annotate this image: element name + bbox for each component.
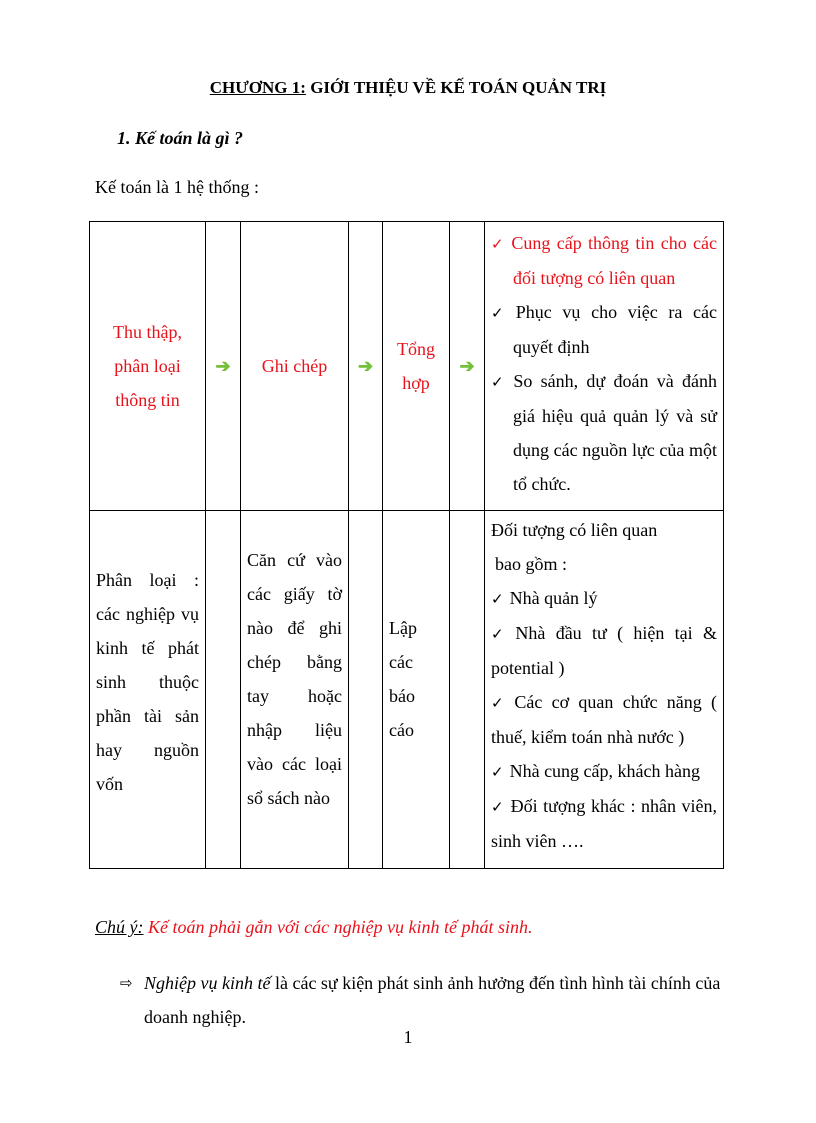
- arrow-icon: ➔: [450, 222, 485, 511]
- chapter-title: [0, 78, 816, 98]
- cell-line: Lập: [389, 618, 417, 638]
- report-lines: [383, 511, 449, 747]
- purpose-item: ✓ So sánh, dự đoán và đánh giá hiệu quả quản lý và sử dụng các nguồn lực của một tổ chức.: [491, 364, 717, 501]
- stakeholders-block: [485, 511, 723, 858]
- stakeholder-item: ✓ Nhà cung cấp, khách hàng: [491, 754, 717, 789]
- cell-record: Ghi chép: [241, 222, 349, 511]
- cell-classify: [90, 511, 206, 869]
- stakeholders-list: [491, 581, 717, 858]
- chapter-title-text: GIỚI THIỆU VỀ KẾ TOÁN QUẢN TRỊ: [305, 78, 607, 97]
- cell-line: báo: [389, 686, 415, 706]
- stakeholder-item: ✓ Các cơ quan chức năng ( thuế, kiểm toán nhà nước ): [491, 685, 717, 754]
- accounting-process-table: [89, 221, 724, 869]
- arrow-icon: ➔: [349, 222, 383, 511]
- cell-summary: [383, 222, 450, 511]
- note-label: Chú ý:: [95, 917, 144, 937]
- empty-cell: [206, 511, 241, 869]
- stakeholder-item: ✓ Nhà đầu tư ( hiện tại & potential ): [491, 616, 717, 685]
- stakeholders-intro: bao gồm :: [495, 554, 567, 574]
- page-number: 1: [403, 1027, 413, 1047]
- cell-text: Căn cứ vào các giấy tờ nào để ghi chép bằng tay hoặc nhập liệu vào các loại sổ sách nào: [247, 550, 342, 808]
- note-text: Kế toán phải gắn với các nghiệp vụ kinh tế phát sinh.: [143, 917, 533, 937]
- cell-line: Tổng: [397, 339, 435, 359]
- intro-text: Kế toán là 1 hệ thống :: [95, 177, 259, 197]
- cell-collect: [90, 222, 206, 511]
- section-heading: 1. Kế toán là gì ?: [117, 128, 244, 148]
- bullet-term: Nghiệp vụ kinh tế: [144, 973, 271, 993]
- cell-line: các: [389, 652, 413, 672]
- empty-cell: [349, 511, 383, 869]
- cell-purposes: [485, 222, 724, 511]
- cell-line: phân loại: [114, 356, 181, 376]
- purposes-list: [485, 222, 723, 501]
- stakeholder-item: ✓ Nhà quản lý: [491, 581, 717, 616]
- bullet-text: là các sự kiện phát sinh ảnh hưởng đến tình hình tài chính của doanh nghiệp.: [144, 973, 721, 1027]
- table-row: [90, 222, 724, 511]
- cell-basis: [241, 511, 349, 869]
- cell-text: Phân loại : các nghiệp vụ kinh tế phát sinh thuộc phần tài sản hay nguồn vốn: [96, 570, 199, 794]
- stakeholder-item: ✓ Đối tượng khác : nhân viên, sinh viên ….: [491, 789, 717, 858]
- cell-report: [383, 511, 450, 869]
- purpose-item: ✓ Cung cấp thông tin cho các đối tượng có liên quan: [491, 226, 717, 295]
- arrow-icon: ➔: [206, 222, 241, 511]
- cell-line: hợp: [402, 373, 430, 393]
- arrow-right-icon: ⇨: [120, 974, 133, 992]
- cell-stakeholders: [485, 511, 724, 869]
- cell-line: thông tin: [115, 390, 180, 410]
- note: [95, 917, 533, 938]
- cell-line: cáo: [389, 720, 414, 740]
- bullet-paragraph: [120, 966, 724, 1034]
- chapter-label: CHƯƠNG 1:: [209, 78, 306, 97]
- purpose-item: ✓ Phục vụ cho việc ra các quyết định: [491, 295, 717, 364]
- table-row: [90, 511, 724, 869]
- stakeholders-intro: Đối tượng có liên quan: [491, 520, 658, 540]
- empty-cell: [450, 511, 485, 869]
- cell-line: Thu thập,: [113, 322, 182, 342]
